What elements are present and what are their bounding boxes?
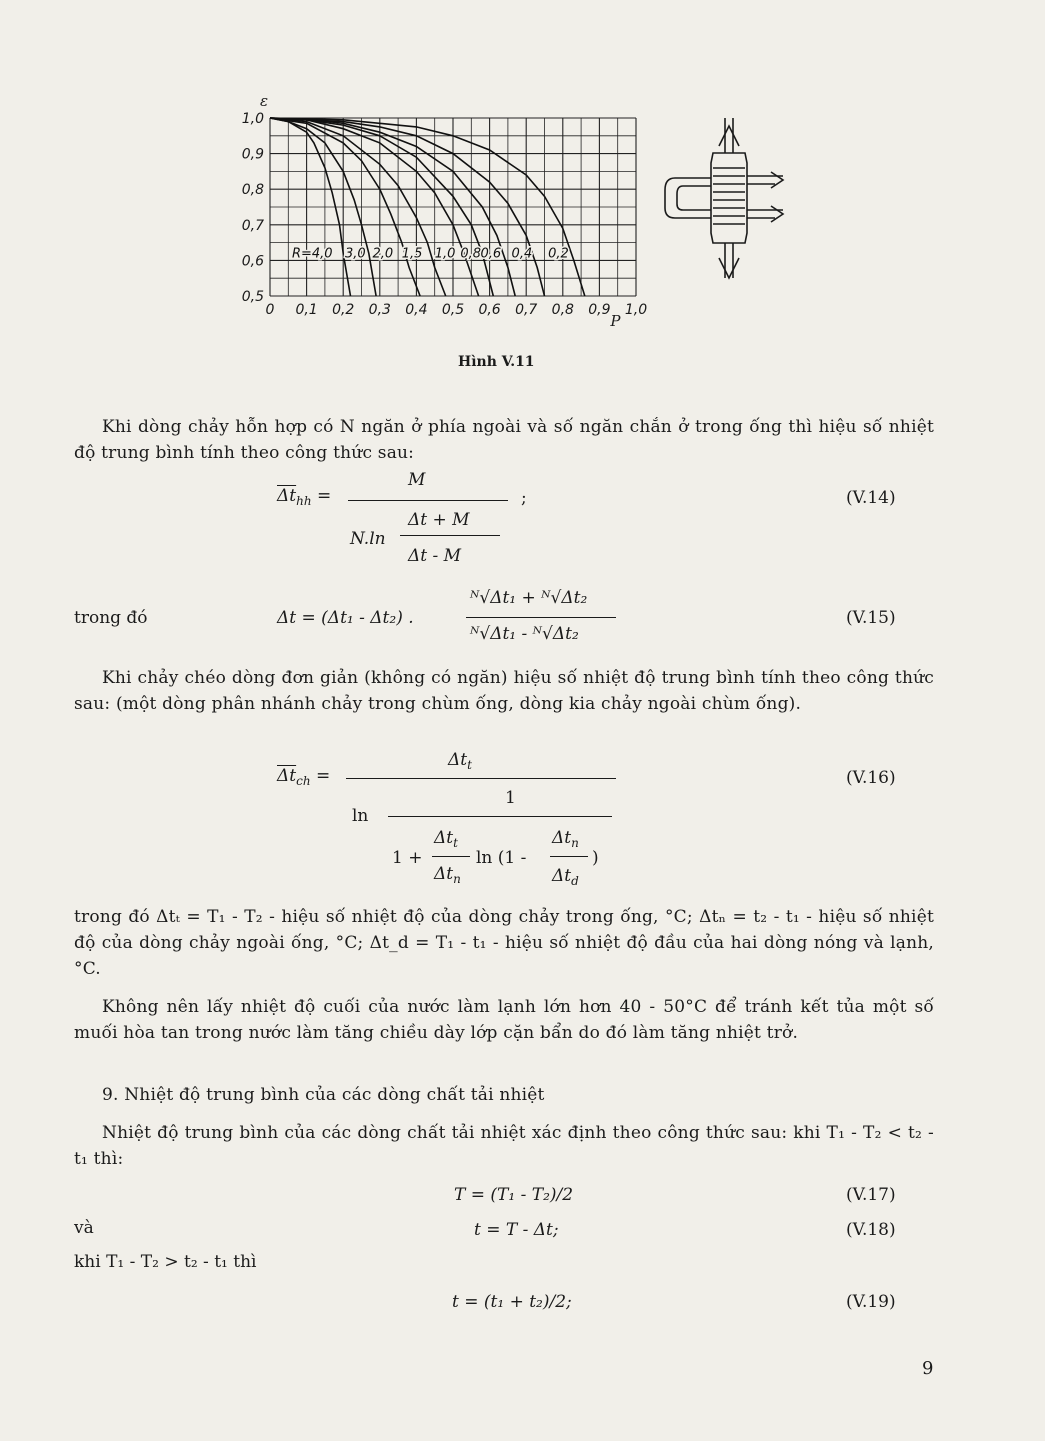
eq17: T = (T₁ - T₂)/2 [454,1185,574,1205]
r-value-label: 2,0 [372,246,394,262]
x-tick-label: 0,4 [405,302,428,318]
page-number: 9 [922,1358,934,1379]
eq17-number: (V.17) [846,1185,896,1205]
r-value-label: 0,2 [548,246,569,262]
r-value-label: 1,0 [434,246,456,262]
x-tick-label: 0,8 [551,302,574,318]
x-tick-label: 0,5 [441,302,465,318]
heat-exchanger-sketch [655,118,805,298]
eq16-frac1-num: $\Delta t_t$ [434,828,458,850]
eq16-frac2-line [550,856,588,857]
eq19-number: (V.19) [846,1292,896,1312]
eq16-one: 1 [505,788,516,808]
r-value-label: 1,5 [401,246,423,262]
x-tick-label: 0,3 [368,302,391,318]
eq19: t = (t₁ + t₂)/2; [452,1292,572,1312]
y-tick-label: 0,6 [241,253,264,270]
figure-caption: Hình V.11 [458,354,535,370]
eq16-inner-fraction-line [388,816,612,817]
y-tick-label: 0,8 [241,182,264,199]
eq18-number: (V.18) [846,1220,896,1240]
x-tick-label: 0,2 [332,302,355,318]
eq18: t = T - Δt; [474,1220,559,1240]
r-value-label: 3,0 [345,246,366,262]
paragraph-4: Không nên lấy nhiệt độ cuối của nước làm lạnh lớn hơn 40 - 50°C để tránh kết tủa một số muối hòa tan trong nước làm tăng chiều dày lớp cặn bẩn do đó làm tăng nhiệt trở. [74,997,934,1043]
eq14-main-fraction-line [348,500,508,501]
x-tick-label: 1,0 [624,302,648,318]
r-value-label: R=4,0 [291,246,333,262]
paragraph-5: Nhiệt độ trung bình của các dòng chất tải nhiệt xác định theo công thức sau: khi T₁ - T₂ < t₂ - t₁ thì: [74,1123,934,1169]
eq16-frac1-den: $\Delta t_n$ [434,864,461,886]
x-tick-label: 0,7 [515,302,538,318]
x-tick-label: 0,1 [295,302,318,318]
x-tick-label: 0 [265,302,275,318]
eq14-mid: N.ln [350,529,386,549]
x-tick-label: 0,9 [588,302,611,318]
eq15-fraction-line [466,617,616,618]
eq16-main-fraction-line [346,778,616,779]
eq16-numerator: $\Delta t_t$ [448,750,472,772]
paragraph-1: Khi dòng chảy hỗn hợp có N ngăn ở phía ngoài và số ngăn chắn ở trong ống thì hiệu số nhiệt độ trung bình tính theo công thức sau: [74,417,934,463]
x-tick-label: 0,6 [478,302,501,318]
eq16-frac1-line [432,856,470,857]
eq18-label: và [74,1218,94,1238]
eq14-inner-num: Δt + M [408,510,470,530]
eq14-lhs: $\overline{\Delta t}_{hh}$ = [277,486,332,508]
eq14-inner-den: Δt - M [408,546,462,566]
r-value-label: 0,6 [480,246,502,262]
eq14-numerator: M [408,470,426,490]
eq16-frac2-den: $\Delta t_d$ [552,866,579,888]
eq16-lhs: $\overline{\Delta t}_{ch}$ = [277,766,331,788]
eq16-den-pre: 1 + [392,848,423,868]
eq16-number: (V.16) [846,768,896,788]
y-tick-label: 0,7 [241,217,264,234]
y-tick-label: 1,0 [241,111,264,127]
eq14-tail: ; [521,488,527,508]
eq15-number: (V.15) [846,608,896,628]
paragraph-2: Khi chảy chéo dòng đơn giản (không có ngăn) hiệu số nhiệt độ trung bình tính theo công thức sau: (một dòng phân nhánh chảy trong chùm ống, dòng kia chảy ngoài chùm ống). [74,668,934,714]
eq15-lhs: Δt = (Δt₁ - Δt₂) . [277,608,414,628]
y-tick-label: 0,5 [241,289,264,305]
eq16-close: ) [592,848,599,868]
eq16-ln: ln [352,806,369,826]
eq14-inner-fraction-line [400,535,500,536]
x-axis-label: P [610,312,621,330]
figure-v11 [230,88,810,378]
r-value-label: 0,4 [511,246,533,262]
eq15-numerator: ᴺ√Δt₁ + ᴺ√Δt₂ [470,588,588,608]
section-heading-9: 9. Nhiệt độ trung bình của các dòng chất tải nhiệt [102,1085,545,1105]
y-axis-label: ε [260,92,269,110]
eq15-denominator: ᴺ√Δt₁ - ᴺ√Δt₂ [470,624,579,644]
eq14-number: (V.14) [846,488,896,508]
paragraph-3: trong đó Δtₜ = T₁ - T₂ - hiệu số nhiệt độ của dòng chảy trong ống, °C; Δtₙ = t₂ - t₁ - hiệu số nhiệt độ của dòng chảy ngoài ống, °C; Δt_d = T₁ - t₁ - hiệu số nhiệt độ đầu của hai dòng nóng và lạnh, °C. [74,907,934,979]
eq16-frac2-num: $\Delta t_n$ [552,828,579,850]
eq19-condition: khi T₁ - T₂ > t₂ - t₁ thì [74,1252,257,1272]
eq15-label: trong đó [74,608,148,628]
eq16-ln2: ln (1 - [476,848,527,868]
r-value-label: 0,8 [460,246,482,262]
y-tick-label: 0,9 [241,146,264,163]
